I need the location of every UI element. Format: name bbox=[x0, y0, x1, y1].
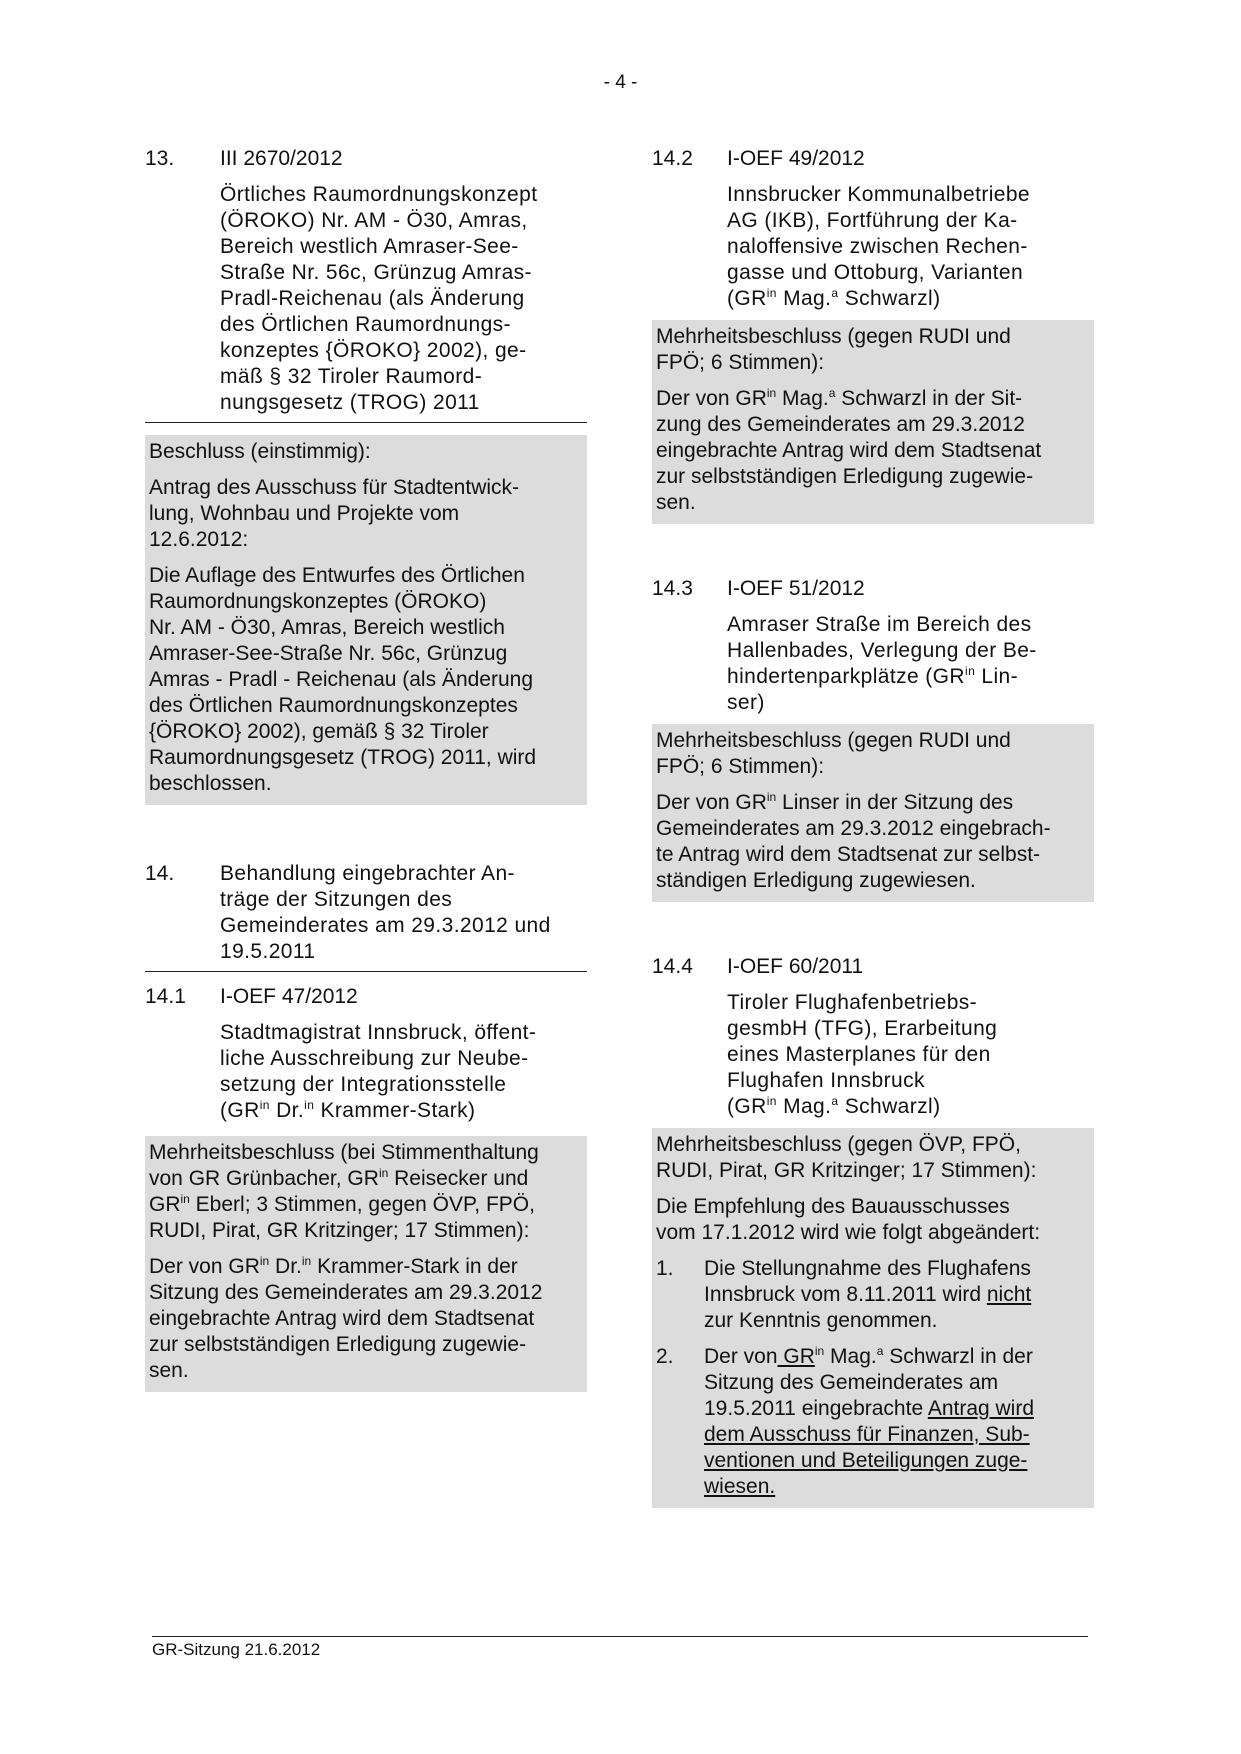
divider bbox=[145, 422, 587, 423]
item-subject: Innsbrucker Kommunalbetriebe AG (IKB), Fortführung der Ka- naloffensive zwischen Rechen- gasse und Ottoburg, Varianten ($GR^{in}$ Mag.$^a$ Schwarzl) bbox=[727, 183, 1031, 310]
agenda-item-14 bbox=[145, 861, 587, 972]
decision-title: Mehrheitsbeschluss (bei Stimmenthaltung von GR Grünbacher, $GR^{in}$ Reisecker und $GR^{in}$ Eberl; 3 Stimmen, gegen ÖVP, FPÖ, RUDI, Pirat, GR Kritzinger; 17 Stimmen): bbox=[149, 1141, 539, 1242]
decision-title: Beschluss (einstimmig): bbox=[149, 440, 371, 463]
decision-box bbox=[652, 724, 1094, 902]
item-number: 14.4 bbox=[652, 955, 693, 978]
decision-box bbox=[145, 1136, 587, 1392]
item-reference: I-OEF 60/2011 bbox=[727, 955, 864, 978]
numbered-list bbox=[656, 1256, 1090, 1500]
agenda-item-13 bbox=[145, 146, 587, 805]
item-number: 14.3 bbox=[652, 577, 693, 600]
decision-box bbox=[652, 320, 1094, 524]
decision-title: Mehrheitsbeschluss (gegen RUDI und FPÖ; 6 Stimmen): bbox=[656, 729, 1011, 778]
decision-text: Die Auflage des Entwurfes des Örtlichen Raumordnungskonzeptes (ÖROKO) Nr. AM - Ö30, Amras, Bereich westlich Amraser-See-Straße Nr. 56c, Grünzug Amras - Pradl - Reichenau (als Änderung des Örtlichen Raumordnungskonzeptes {ÖROKO} 2002), gemäß § 32 Tiroler Raumordnungsgesetz (TROG) 2011, wird beschlossen. bbox=[149, 564, 537, 795]
agenda-item-14-2 bbox=[652, 146, 1094, 524]
item-number: 13. bbox=[145, 147, 175, 170]
item-reference: I-OEF 47/2012 bbox=[220, 985, 358, 1008]
item-number: 14.2 bbox=[652, 147, 693, 170]
decision-box bbox=[145, 435, 587, 805]
item-title: Behandlung eingebrachter An- träge der Sitzungen des Gemeinderates am 29.3.2012 und 19.5.2011 bbox=[220, 862, 551, 963]
agenda-item-14-4 bbox=[652, 954, 1094, 1508]
decision-title: Mehrheitsbeschluss (gegen RUDI und FPÖ; 6 Stimmen): bbox=[656, 325, 1011, 374]
right-column bbox=[652, 146, 1094, 1508]
agenda-item-14-3 bbox=[652, 576, 1094, 902]
item-reference: I-OEF 49/2012 bbox=[727, 147, 865, 170]
decision-text: Der von $GR^{in}$ Dr.$^{in}$ Krammer-Stark in der Sitzung des Gemeinderates am 29.3.2012 eingebrachte Antrag wird dem Stadtsenat zur selbstständigen Erledigung zugewie- sen. bbox=[149, 1254, 543, 1382]
item-reference: III 2670/2012 bbox=[220, 147, 343, 170]
decision-text: Antrag des Ausschuss für Stadtentwick- lung, Wohnbau und Projekte vom 12.6.2012: bbox=[149, 476, 520, 551]
item-subject: Stadtmagistrat Innsbruck, öffent- liche Ausschreibung zur Neube- setzung der Integrationsstelle ($GR^{in}$ Dr.$^{in}$ Krammer-Stark) bbox=[220, 1021, 537, 1122]
list-item: 2. Der von $GR^{in}$ Mag.$^a$ Schwarzl in der Sitzung des Gemeinderates am 19.5.2011 eingebrachte Antrag wird dem Ausschuss für Finanzen, Sub- ventionen und Beteiligungen zuge- wiesen. bbox=[656, 1344, 1035, 1498]
left-column bbox=[145, 146, 587, 1392]
item-subject: Örtliches Raumordnungskonzept (ÖROKO) Nr. AM - Ö30, Amras, Bereich westlich Amraser-See- Straße Nr. 56c, Grünzug Amras- Pradl-Reichenau (als Änderung des Örtlichen Raumordnungs- konzeptes {ÖROKO} 2002), ge- mäß § 32 Tiroler Raumord- nungsgesetz (TROG) 2011 bbox=[220, 183, 538, 414]
agenda-item-14-1 bbox=[145, 984, 587, 1392]
page-number: - 4 - bbox=[603, 72, 638, 93]
item-subject: Tiroler Flughafenbetriebs- gesmbH (TFG), Erarbeitung eines Masterplanes für den Flughafen Innsbruck ($GR^{in}$ Mag.$^a$ Schwarzl) bbox=[727, 991, 998, 1118]
decision-title: Mehrheitsbeschluss (gegen ÖVP, FPÖ, RUDI, Pirat, GR Kritzinger; 17 Stimmen): bbox=[656, 1133, 1037, 1182]
item-number: 14. bbox=[145, 862, 175, 885]
footer-divider bbox=[152, 1636, 1088, 1637]
divider bbox=[145, 971, 587, 972]
decision-box bbox=[652, 1128, 1094, 1508]
item-subject: Amraser Straße im Bereich des Hallenbades, Verlegung der Be- hindertenparkplätze ($GR^{in}$ Lin- ser) bbox=[727, 613, 1037, 714]
list-item: 1. Die Stellungnahme des Flughafens Innsbruck vom 8.11.2011 wird nicht zur Kenntnis genommen. bbox=[656, 1257, 1032, 1332]
decision-text: Die Empfehlung des Bauausschusses vom 17.1.2012 wird wie folgt abgeändert: bbox=[656, 1195, 1041, 1244]
item-reference: I-OEF 51/2012 bbox=[727, 577, 865, 600]
footer-text: GR-Sitzung 21.6.2012 bbox=[152, 1640, 321, 1659]
item-number: 14.1 bbox=[145, 985, 186, 1008]
decision-text: Der von $GR^{in}$ Linser in der Sitzung des Gemeinderates am 29.3.2012 eingebrach- te Antrag wird dem Stadtsenat zur selbst- ständigen Erledigung zugewiesen. bbox=[656, 790, 1051, 892]
decision-text: Der von $GR^{in}$ Mag.$^a$ Schwarzl in der Sit- zung des Gemeinderates am 29.3.2012 eingebrachte Antrag wird dem Stadtsenat zur selbstständigen Erledigung zugewie- sen. bbox=[656, 386, 1042, 514]
